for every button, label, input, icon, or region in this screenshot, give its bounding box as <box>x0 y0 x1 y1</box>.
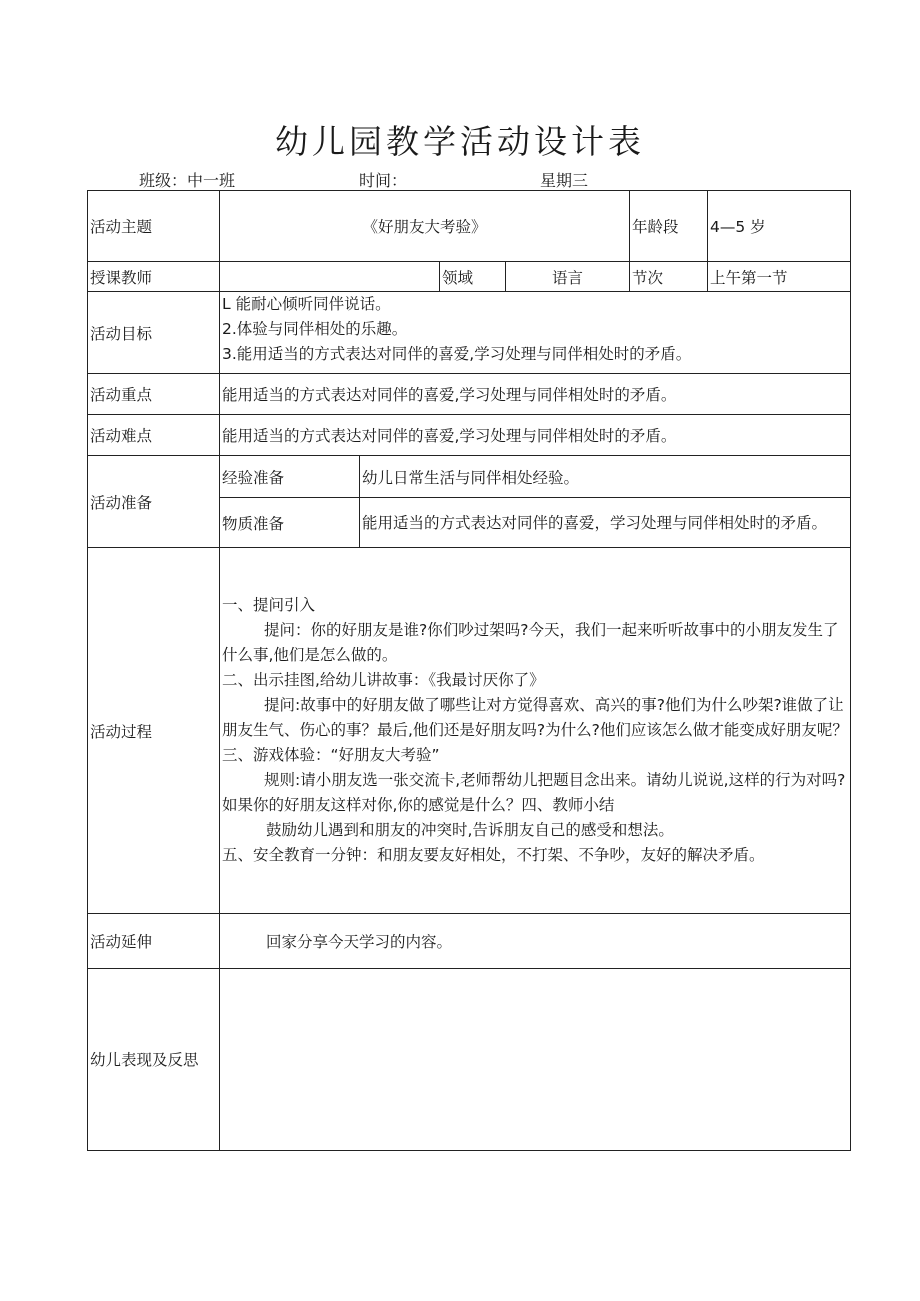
domain-value: 语言 <box>506 262 630 292</box>
extension-label: 活动延伸 <box>88 914 220 969</box>
process-content <box>220 548 851 914</box>
key-point-label: 活动重点 <box>88 374 220 415</box>
teacher-row <box>88 262 851 292</box>
experience-prep-value: 幼儿日常生活与同伴相处经验。 <box>360 456 851 498</box>
extension-row <box>88 914 851 969</box>
material-prep-label: 物质准备 <box>220 498 360 548</box>
prep-row-experience <box>88 456 851 498</box>
theme-value: 《好朋友大考验》 <box>220 191 630 262</box>
experience-prep-label: 经验准备 <box>220 456 360 498</box>
difficulty-value: 能用适当的方式表达对同伴的喜爱,学习处理与同伴相处时的矛盾。 <box>220 415 851 456</box>
theme-row <box>88 191 851 262</box>
age-value: 4—5 岁 <box>708 191 851 262</box>
class-label: 班级： <box>139 171 188 190</box>
process-paragraph: 规则:请小朋友选一张交流卡,老师帮幼儿把题目念出来。请幼儿说说,这样的行为对吗?如果你的好朋友这样对你,你的感觉是什么？四、教师小结 <box>222 771 846 814</box>
difficulty-row <box>88 415 851 456</box>
goal-item: L 能耐心倾听同伴说话。 <box>222 295 391 313</box>
goal-item: 3.能用适当的方式表达对同伴的喜爱,学习处理与同伴相处时的矛盾。 <box>222 345 692 363</box>
process-paragraph: 五、安全教育一分钟：和朋友要友好相处，不打架、不争吵，友好的解决矛盾。 <box>222 846 765 864</box>
process-paragraph: 鼓励幼儿遇到和朋友的冲突时,告诉朋友自己的感受和想法。 <box>266 821 674 839</box>
time-label: 时间： <box>359 171 408 190</box>
process-paragraph: 提问:故事中的好朋友做了哪些让对方觉得喜欢、高兴的事?他们为什么吵架?谁做了让朋友生气、伤心的事？最后,他们还是好朋友吗?为什么?他们应该怎么做才能变成好朋友呢？三、游戏体验：“好朋友大考验” <box>222 696 848 764</box>
reflection-value <box>220 969 851 1151</box>
day-value: 星期三 <box>540 171 589 190</box>
goals-row <box>88 292 851 374</box>
activity-design-table <box>87 190 851 1151</box>
teacher-value <box>220 262 440 292</box>
reflection-label: 幼儿表现及反思 <box>88 969 220 1151</box>
domain-label: 领域 <box>440 262 506 292</box>
key-point-value: 能用适当的方式表达对同伴的喜爱,学习处理与同伴相处时的矛盾。 <box>220 374 851 415</box>
prep-label: 活动准备 <box>88 456 220 548</box>
extension-value: 回家分享今天学习的内容。 <box>220 914 851 969</box>
key-point-row <box>88 374 851 415</box>
process-row <box>88 548 851 914</box>
teacher-label: 授课教师 <box>88 262 220 292</box>
process-label: 活动过程 <box>88 548 220 914</box>
process-paragraph: 二、出示挂图,给幼儿讲故事：《我最讨厌你了》 <box>222 671 545 689</box>
class-field <box>139 168 235 191</box>
process-paragraph: 提问：你的好朋友是谁?你们吵过架吗?今天，我们一起来听听故事中的小朋友发生了什么事,他们是怎么做的。 <box>222 621 839 664</box>
process-paragraph: 一、提问引入 <box>222 596 316 614</box>
page-title: 幼儿园教学活动设计表 <box>275 122 645 161</box>
reflection-row <box>88 969 851 1151</box>
material-prep-value: 能用适当的方式表达对同伴的喜爱，学习处理与同伴相处时的矛盾。 <box>360 498 851 548</box>
session-value: 上午第一节 <box>708 262 851 292</box>
age-label: 年龄段 <box>630 191 708 262</box>
session-label: 节次 <box>630 262 708 292</box>
theme-label: 活动主题 <box>88 191 220 262</box>
goals-label: 活动目标 <box>88 292 220 374</box>
goal-item: 2.体验与同伴相处的乐趣。 <box>222 320 408 338</box>
difficulty-label: 活动难点 <box>88 415 220 456</box>
class-value: 中一班 <box>187 171 236 190</box>
goals-content <box>220 292 851 374</box>
